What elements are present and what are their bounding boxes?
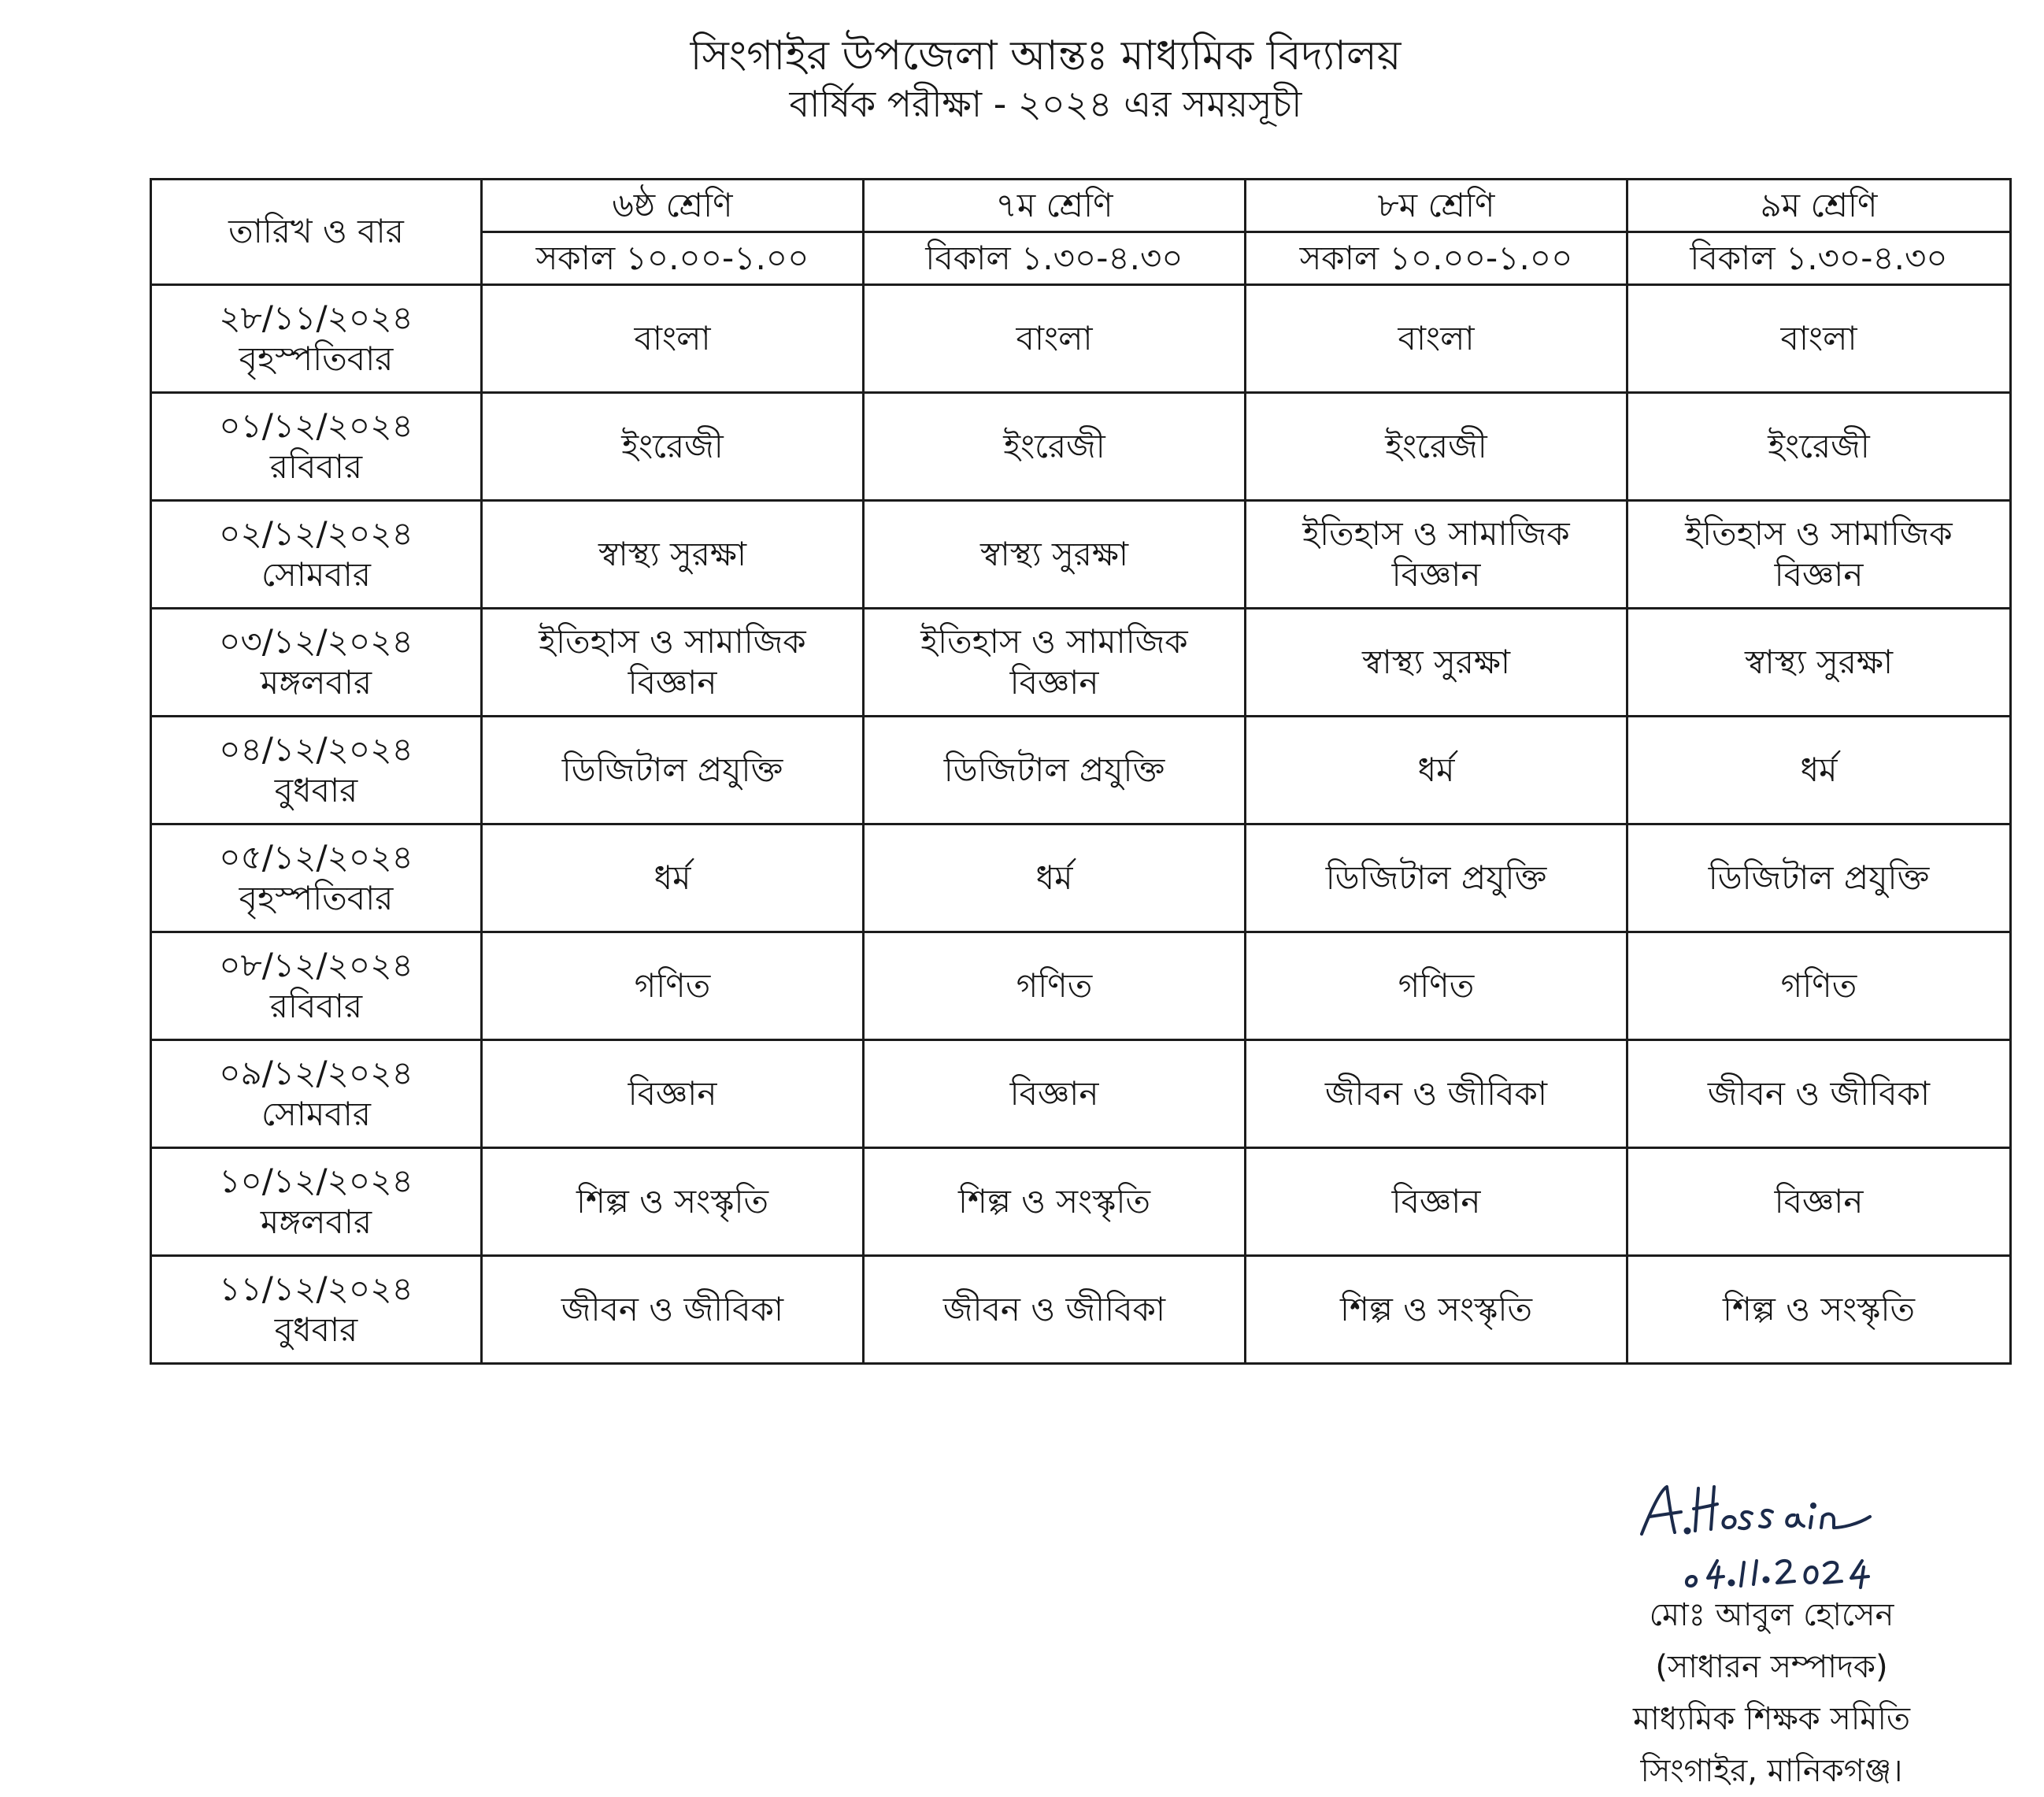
subject-cell: ডিজিটাল প্রযুক্তি [1627, 824, 2011, 932]
table-row [151, 1148, 2011, 1256]
signatory-name: মোঃ আবুল হোসেন [1649, 1597, 1894, 1633]
date-cell [151, 609, 482, 717]
subject-cell: বাংলা [1627, 285, 2011, 393]
subject-cell: শিল্প ও সংস্কৃতি [864, 1148, 1246, 1256]
table-header-row [151, 180, 2011, 232]
class-6-header: ৬ষ্ঠ শ্রেণি [482, 180, 864, 232]
table-row [151, 932, 2011, 1040]
date-cell [151, 824, 482, 932]
exam-day: সোমবার [261, 555, 371, 594]
exam-date: ০২/১২/২০২৪ [219, 513, 413, 553]
exam-day: বৃহস্পতিবার [239, 339, 394, 378]
subject-cell: শিল্প ও সংস্কৃতি [1627, 1256, 2011, 1364]
subject-cell: ধর্ম [482, 824, 864, 932]
subject-cell: ধর্ম [1246, 717, 1627, 824]
subject-cell: ধর্ম [864, 824, 1246, 932]
table-row [151, 1256, 2011, 1364]
signatory-organization: মাধ্যমিক শিক্ষক সমিতি [1633, 1701, 1910, 1737]
table-row [151, 609, 2011, 717]
subject-cell: ইতিহাস ও সামাজিক বিজ্ঞান [482, 609, 864, 717]
table-row [151, 824, 2011, 932]
subject-cell: গণিত [864, 932, 1246, 1040]
exam-date: ০১/১২/২০২৪ [219, 406, 413, 445]
class-6-time: সকাল ১০.০০-১.০০ [482, 232, 864, 285]
handwritten-signature [1626, 1473, 1909, 1591]
exam-date: ১০/১২/২০২৪ [219, 1161, 413, 1200]
exam-date: ০৯/১২/২০২৪ [219, 1053, 413, 1092]
subject-cell: স্বাস্থ্য সুরক্ষা [1246, 609, 1627, 717]
date-cell [151, 285, 482, 393]
subject-cell: বাংলা [482, 285, 864, 393]
signatory-location: সিংগাইর, মানিকগঞ্জ। [1640, 1753, 1903, 1789]
subject-cell: ইতিহাস ও সামাজিক বিজ্ঞান [1246, 501, 1627, 609]
exam-day: রবিবার [269, 987, 363, 1025]
subject-cell: গণিত [1246, 932, 1627, 1040]
table-row [151, 393, 2011, 501]
subject-cell: বিজ্ঞান [1246, 1148, 1627, 1256]
table-row [151, 285, 2011, 393]
subject-cell: ডিজিটাল প্রযুক্তি [864, 717, 1246, 824]
date-cell [151, 393, 482, 501]
subject-cell: স্বাস্থ্য সুরক্ষা [1627, 609, 2011, 717]
exam-day: রবিবার [269, 447, 363, 486]
subject-cell: স্বাস্থ্য সুরক্ষা [482, 501, 864, 609]
date-cell [151, 1148, 482, 1256]
subject-cell: ইতিহাস ও সামাজিক বিজ্ঞান [864, 609, 1246, 717]
exam-date: ২৮/১১/২০২৪ [219, 298, 413, 337]
exam-day: মঙ্গলবার [260, 663, 372, 702]
date-cell [151, 717, 482, 824]
exam-schedule-table [150, 178, 2012, 1365]
class-7-header: ৭ম শ্রেণি [864, 180, 1246, 232]
class-7-time: বিকাল ১.৩০-৪.৩০ [864, 232, 1246, 285]
table-row [151, 501, 2011, 609]
subject-cell: শিল্প ও সংস্কৃতি [482, 1148, 864, 1256]
exam-date: ০৪/১২/২০২৪ [219, 729, 413, 769]
subject-cell: গণিত [482, 932, 864, 1040]
subject-cell: ইংরেজী [1627, 393, 2011, 501]
subject-cell: ডিজিটাল প্রযুক্তি [482, 717, 864, 824]
table-row [151, 1040, 2011, 1148]
subject-cell: ইংরেজী [864, 393, 1246, 501]
subject-cell: ইতিহাস ও সামাজিক বিজ্ঞান [1627, 501, 2011, 609]
subject-cell: বিজ্ঞান [864, 1040, 1246, 1148]
subject-cell: ইংরেজী [1246, 393, 1627, 501]
exam-day: বুধবার [274, 1310, 358, 1349]
subject-cell: জীবন ও জীবিকা [1627, 1040, 2011, 1148]
subject-cell: বাংলা [1246, 285, 1627, 393]
subject-cell: গণিত [1627, 932, 2011, 1040]
exam-date: ০৫/১২/২০২৪ [219, 837, 413, 876]
date-cell [151, 932, 482, 1040]
class-8-header: ৮ম শ্রেণি [1246, 180, 1627, 232]
table-row [151, 717, 2011, 824]
date-cell [151, 1256, 482, 1364]
page-title: সিংগাইর উপজেলা আন্তঃ মাধ্যমিক বিদ্যালয় [690, 32, 1402, 80]
exam-day: মঙ্গলবার [260, 1202, 372, 1241]
exam-day: বুধবার [274, 771, 358, 810]
subject-cell: ধর্ম [1627, 717, 2011, 824]
subject-cell: জীবন ও জীবিকা [482, 1256, 864, 1364]
class-9-time: বিকাল ১.৩০-৪.৩০ [1627, 232, 2011, 285]
subject-cell: জীবন ও জীবিকা [1246, 1040, 1627, 1148]
class-8-time: সকাল ১০.০০-১.০০ [1246, 232, 1627, 285]
exam-date: ১১/১২/২০২৪ [219, 1269, 413, 1308]
exam-day: সোমবার [261, 1095, 371, 1133]
subject-cell: ইংরেজী [482, 393, 864, 501]
subject-cell: বিজ্ঞান [1627, 1148, 2011, 1256]
subject-cell: স্বাস্থ্য সুরক্ষা [864, 501, 1246, 609]
exam-day: বৃহস্পতিবার [239, 879, 394, 917]
subject-cell: জীবন ও জীবিকা [864, 1256, 1246, 1364]
date-column-header: তারিখ ও বার [151, 180, 482, 285]
subject-cell: বিজ্ঞান [482, 1040, 864, 1148]
signatory-designation: (সাধারন সম্পাদক) [1655, 1649, 1888, 1685]
class-9-header: ৯ম শ্রেণি [1627, 180, 2011, 232]
page-subtitle: বার্ষিক পরীক্ষা - ২০২৪ এর সময়সূচী [789, 83, 1302, 125]
date-cell [151, 501, 482, 609]
date-cell [151, 1040, 482, 1148]
subject-cell: ডিজিটাল প্রযুক্তি [1246, 824, 1627, 932]
subject-cell: শিল্প ও সংস্কৃতি [1246, 1256, 1627, 1364]
exam-date: ০৩/১২/২০২৪ [219, 621, 413, 661]
subject-cell: বাংলা [864, 285, 1246, 393]
exam-date: ০৮/১২/২০২৪ [219, 945, 413, 984]
